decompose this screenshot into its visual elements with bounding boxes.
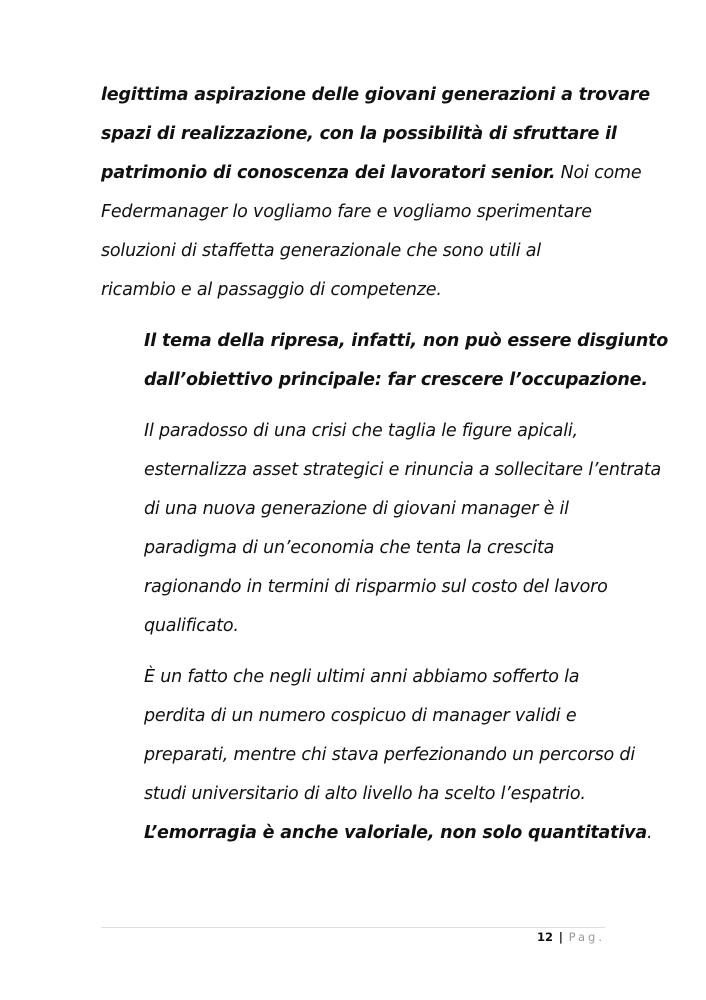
text-run: ricambio e al passaggio di competenze.	[101, 280, 442, 300]
bold-text-run: dall’obiettivo principale: far crescere l’occupazione.	[144, 370, 648, 390]
paragraph	[101, 76, 650, 310]
text-run: .	[646, 823, 653, 843]
bold-text-run: legittima aspirazione delle giovani generazioni a trovare	[101, 85, 650, 105]
page-label: Pag.	[568, 930, 605, 944]
text-line	[101, 736, 635, 775]
text-line	[101, 115, 617, 154]
text-run: qualificato.	[144, 616, 239, 636]
paragraph	[101, 658, 653, 853]
text-line	[101, 76, 650, 115]
text-run: perdita di un numero cospicuo di manager validi e	[144, 706, 577, 726]
text-run: esternalizza asset strategici e rinuncia a sollecitare l’entrata	[144, 460, 662, 480]
text-line	[101, 658, 613, 697]
text-run: soluzioni di staffetta generazionale che sono utili al	[101, 241, 541, 261]
text-run: È un fatto che negli ultimi anni abbiamo sofferto la	[144, 667, 580, 687]
text-run: Federmanager lo vogliamo fare e vogliamo sperimentare	[101, 202, 592, 222]
footer-divider	[101, 927, 605, 928]
text-line	[101, 232, 613, 271]
text-line	[101, 193, 613, 232]
text-line	[101, 607, 613, 646]
bold-text-run: L’emorragia è anche valoriale, non solo quantitativa	[144, 823, 647, 843]
paragraph	[101, 322, 669, 400]
bold-text-run: Il tema della ripresa, infatti, non può essere disgiunto	[144, 331, 669, 351]
page-number: 12	[537, 930, 554, 944]
text-line	[101, 490, 613, 529]
page-footer	[537, 930, 605, 944]
page-body	[101, 76, 669, 853]
text-line	[101, 154, 642, 193]
bold-text-run: patrimonio di conoscenza dei lavoratori senior.	[101, 163, 556, 183]
text-line	[101, 361, 648, 400]
text-run: Noi come	[555, 163, 642, 183]
bold-text-run: spazi di realizzazione, con la possibilità di sfruttare il	[101, 124, 617, 144]
text-run: di una nuova generazione di giovani manager è il	[144, 499, 569, 519]
text-line	[101, 412, 613, 451]
text-run: studi universitario di alto livello ha scelto l’espatrio.	[144, 784, 586, 804]
text-line	[101, 697, 613, 736]
text-line	[101, 451, 662, 490]
text-run: preparati, mentre chi stava perfezionando un percorso di	[144, 745, 635, 765]
text-line	[101, 529, 613, 568]
page-number-separator: |	[558, 930, 563, 944]
text-run: Il paradosso di una crisi che taglia le figure apicali,	[144, 421, 578, 441]
text-line	[101, 568, 613, 607]
text-line	[101, 271, 613, 310]
text-run: paradigma di un’economia che tenta la crescita	[144, 538, 555, 558]
text-line	[101, 322, 669, 361]
text-run: ragionando in termini di risparmio sul costo del lavoro	[144, 577, 608, 597]
paragraph	[101, 412, 662, 646]
text-line	[101, 814, 653, 853]
text-line	[101, 775, 613, 814]
